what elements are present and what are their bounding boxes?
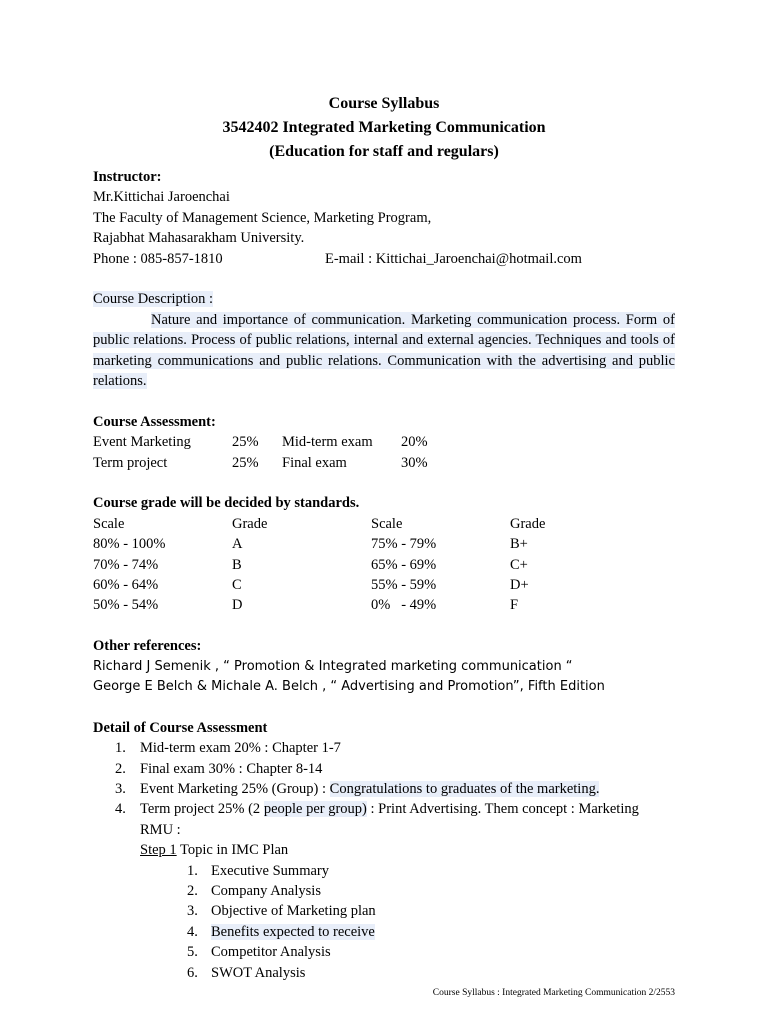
- grades-row: 50% - 54% D 0% - 49% F: [93, 597, 519, 614]
- reference-item: Richard J Semenik , “ Promotion & Integrated marketing communication “: [93, 658, 573, 674]
- instructor-name: Mr.Kittichai Jaroenchai: [93, 189, 230, 206]
- topic-item: 2. Company Analysis: [187, 883, 321, 900]
- grades-row: 60% - 64% C 55% - 59% D+: [93, 576, 529, 593]
- list-item: 3. Event Marketing 25% (Group) : Congratulations to graduates of the marketing.: [115, 780, 600, 797]
- detail-list: [93, 738, 675, 840]
- title-line-1: Course Syllabus: [328, 95, 440, 112]
- detail-heading: Detail of Course Assessment: [93, 719, 268, 736]
- contact-row: [93, 249, 675, 269]
- description-heading: Course Description :: [93, 291, 214, 308]
- topic-item: 3. Objective of Marketing plan: [187, 903, 376, 920]
- list-item: 4. Term project 25% (2 people per group) : Print Advertising. Them concept : Marketing RMU :: [115, 801, 639, 838]
- phone: Phone : 085-857-1810: [93, 250, 223, 267]
- list-item: 2. Final exam 30% : Chapter 8-14: [115, 760, 323, 777]
- grades-heading: Course grade will be decided by standards.: [93, 495, 360, 512]
- topic-item: 5. Competitor Analysis: [187, 944, 331, 961]
- grades-row: 70% - 74% B 65% - 69% C+: [93, 556, 528, 573]
- grades-header-row: Scale Grade Scale Grade: [93, 515, 546, 532]
- assessment-heading: Course Assessment:: [93, 413, 216, 430]
- references-heading: Other references:: [93, 638, 202, 655]
- title-line-2: 3542402 Integrated Marketing Communication: [222, 119, 546, 136]
- assessment-row: Event Marketing 25% Mid-term exam 20%: [93, 434, 428, 451]
- step-label: Step 1: [140, 842, 177, 859]
- page-footer: Course Syllabus : Integrated Marketing Communication 2/2553: [432, 988, 675, 998]
- instructor-heading: Instructor:: [93, 169, 162, 185]
- grades-row: 80% - 100% A 75% - 79% B+: [93, 536, 528, 553]
- document-page: [93, 92, 675, 983]
- title-line-3: (Education for staff and regulars): [269, 143, 499, 160]
- topic-item: 1. Executive Summary: [187, 862, 329, 879]
- email: E-mail : Kittichai_Jaroenchai@hotmail.com: [325, 250, 582, 267]
- topic-item: 4. Benefits expected to receive: [187, 923, 375, 940]
- topic-list: [93, 861, 675, 983]
- list-item: 1. Mid-term exam 20% : Chapter 1-7: [115, 740, 341, 757]
- step-line: Step 1 Topic in IMC Plan: [140, 842, 289, 859]
- instructor-university: Rajabhat Mahasarakham University.: [93, 230, 305, 247]
- topic-item: 6. SWOT Analysis: [187, 964, 306, 981]
- description-text: Nature and importance of communication. Marketing communication process. Form of public relations. Process of public relations, internal and external agencies. Techniques and tools of marketing communications and public relations. Communication with the advertising and public relations.: [93, 311, 675, 390]
- reference-item: George E Belch & Michale A. Belch , “ Advertising and Promotion”, Fifth Edition: [93, 678, 605, 694]
- instructor-faculty: The Faculty of Management Science, Marketing Program,: [93, 209, 432, 226]
- assessment-row: Term project 25% Final exam 30%: [93, 454, 428, 471]
